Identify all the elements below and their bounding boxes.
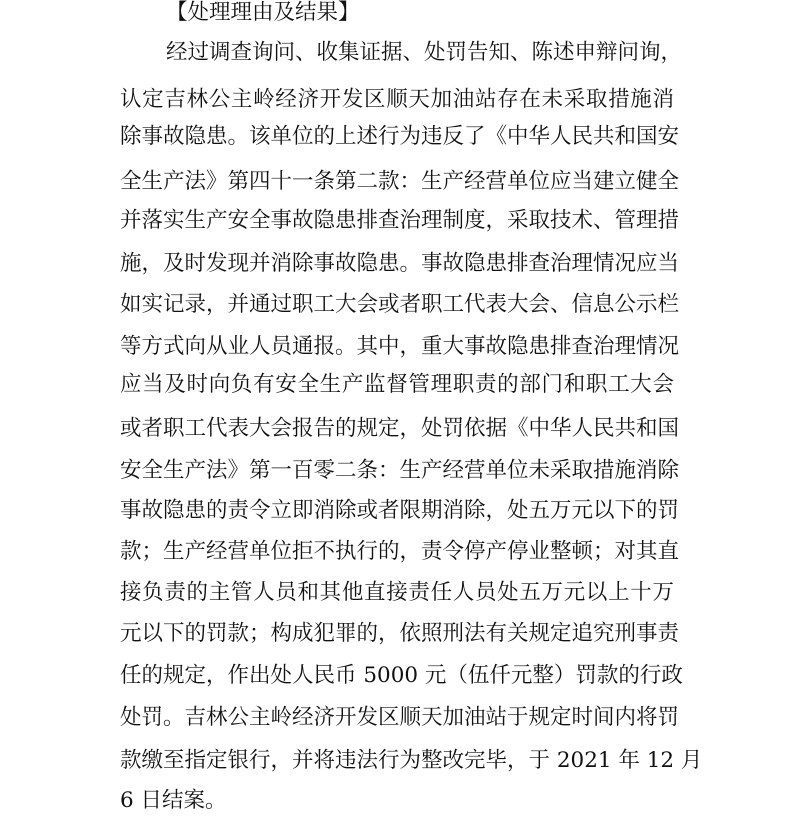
paragraph-line-10: 或者职工代表大会报告的规定，处罚依据《中华人民共和国 [120, 416, 680, 441]
paragraph-line-15: 元以下的罚款；构成犯罪的，依照刑法有关规定追究刑事责 [120, 621, 680, 646]
paragraph-line-12: 事故隐患的责令立即消除或者限期消除，处五万元以下的罚 [120, 498, 680, 523]
paragraph-line-14: 接负责的主管人员和其他直接责任人员处五万元以上十万 [120, 580, 674, 605]
paragraph-line-5: 并落实生产安全事故隐患排查治理制度，采取技术、管理措 [120, 208, 680, 233]
paragraph-line-18: 款缴至指定银行，并将违法行为整改完毕，于 2021 年 12 月 [120, 748, 703, 773]
paragraph-line-3: 除事故隐患。该单位的上述行为违反了《中华人民共和国安 [120, 124, 680, 149]
paragraph-line-6: 施，及时发现并消除事故隐患。事故隐患排查治理情况应当 [120, 251, 680, 276]
paragraph-line-7: 如实记录，并通过职工大会或者职工代表大会、信息公示栏 [120, 292, 680, 317]
paragraph-line-16: 任的规定，作出处人民币 5000 元（伍仟元整）罚款的行政 [120, 663, 683, 688]
section-heading: 【处理理由及结果】 [166, 0, 360, 25]
paragraph-line-2: 认定吉林公主岭经济开发区顺天加油站存在未采取措施消 [120, 87, 674, 112]
paragraph-line-1: 经过调查询问、收集证据、处罚告知、陈述申辩问询， [166, 40, 683, 65]
paragraph-line-11: 安全生产法》第一百零二条：生产经营单位未采取措施消除 [120, 458, 680, 483]
paragraph-line-17: 处罚。吉林公主岭经济开发区顺天加油站于规定时间内将罚 [120, 705, 680, 730]
paragraph-line-13: 款；生产经营单位拒不执行的，责令停产停业整顿；对其直 [120, 539, 680, 564]
paragraph-line-19: 6 日结案。 [120, 788, 227, 813]
paragraph-line-4: 全生产法》第四十一条第二款：生产经营单位应当建立健全 [120, 169, 680, 194]
paragraph-line-8: 等方式向从业人员通报。其中，重大事故隐患排查治理情况 [120, 334, 680, 359]
paragraph-line-9: 应当及时向负有安全生产监督管理职责的部门和职工大会 [120, 372, 674, 397]
